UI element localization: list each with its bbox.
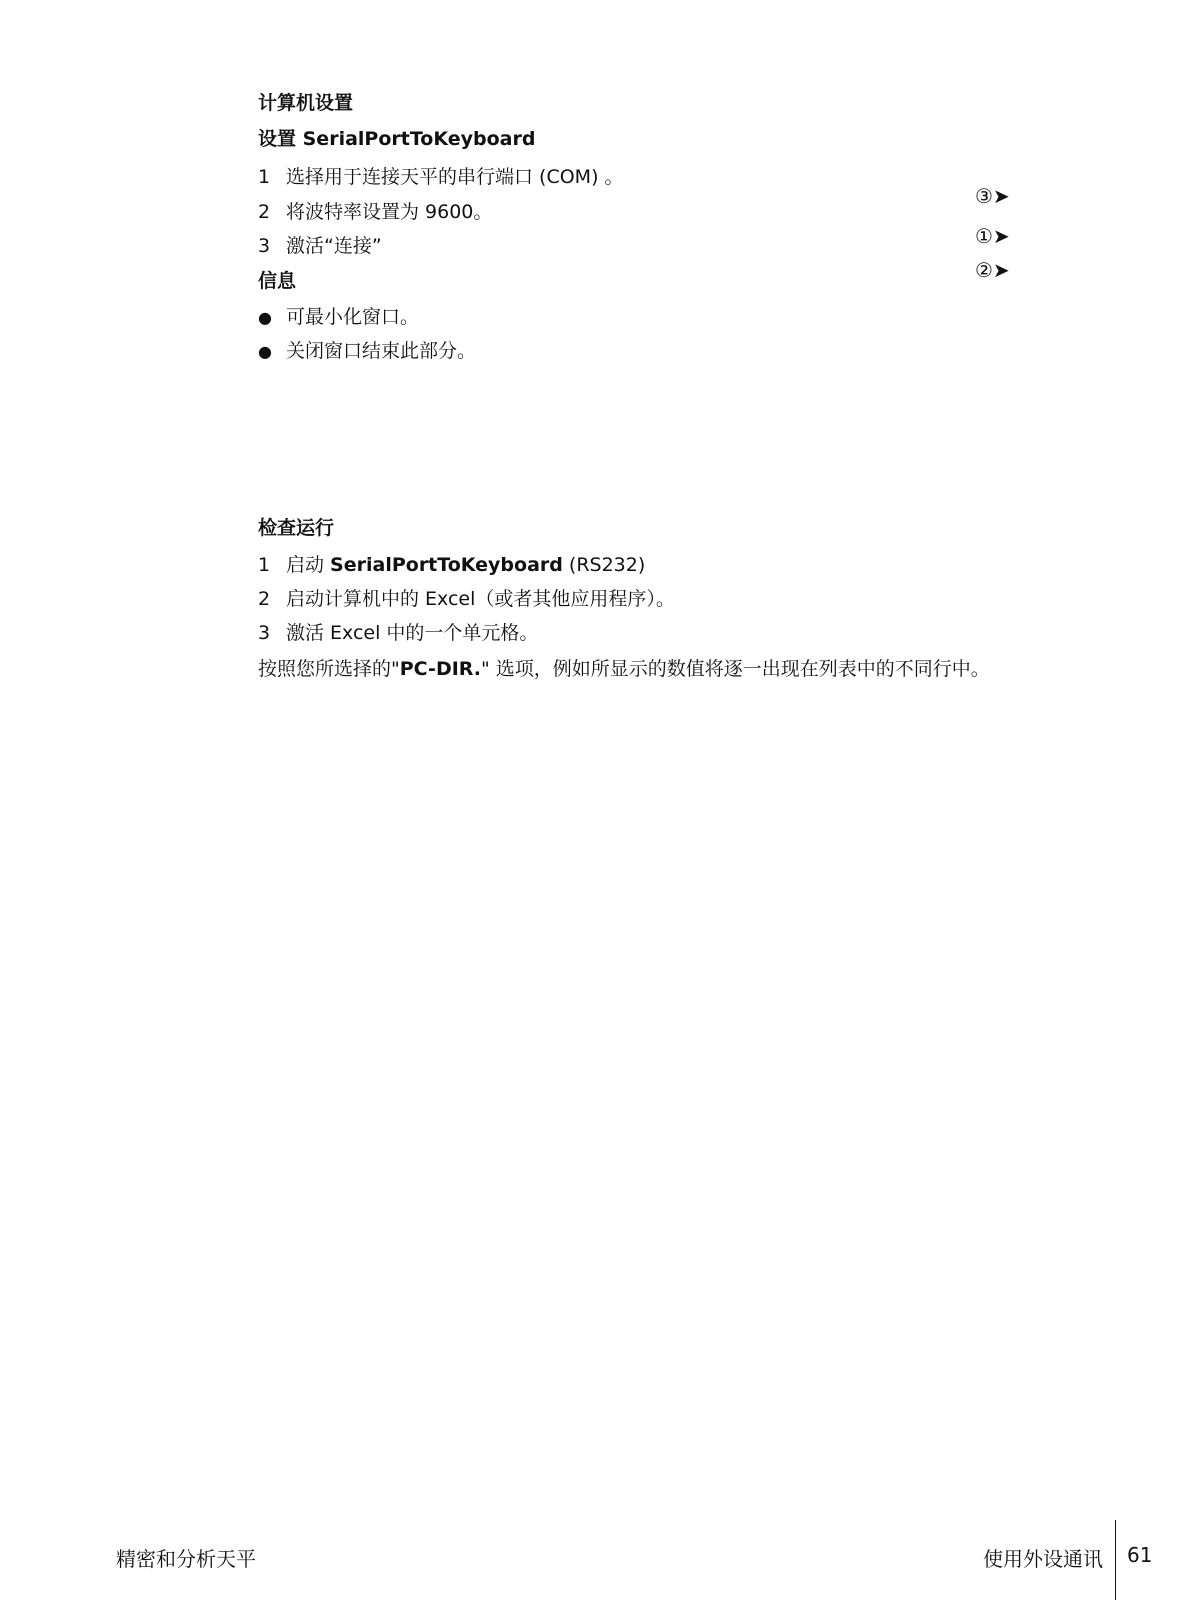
step-number: 2 (258, 201, 271, 223)
step-text: 激活 Excel 中的一个单元格。 (286, 622, 539, 644)
check-step-2 (258, 584, 675, 611)
para-prefix: 按照您所选择的" (258, 658, 400, 680)
result-paragraph (258, 654, 990, 681)
step-text: 启动计算机中的 Excel（或者其他应用程序）。 (286, 588, 675, 610)
step-number: 3 (258, 622, 271, 644)
section-title-computer-setup: 计算机设置 (258, 92, 354, 114)
callout-marker-2: ②➤ (975, 258, 1010, 282)
bullet-text: 关闭窗口结束此部分。 (286, 340, 477, 362)
bullet-icon: ● (258, 308, 272, 327)
bullet-icon: ● (258, 342, 272, 361)
step-text: 将波特率设置为 9600。 (286, 201, 493, 223)
info-bullet-2 (258, 336, 476, 363)
check-step-1 (258, 550, 645, 577)
footer-product-title: 精密和分析天平 (116, 1547, 256, 1571)
page-number: 61 (1127, 1543, 1153, 1567)
step-number: 1 (258, 554, 271, 576)
info-bullet-1 (258, 302, 419, 329)
subtitle-prefix: 设置 (258, 128, 303, 150)
setup-step-3 (258, 231, 382, 258)
info-heading: 信息 (258, 270, 297, 292)
callout-marker-3: ③➤ (975, 184, 1010, 208)
step-number: 3 (258, 235, 271, 257)
subtitle-app-name: SerialPortToKeyboard (302, 128, 536, 150)
step-prefix: 启动 (286, 554, 331, 576)
subtitle-setup-app (258, 124, 535, 151)
step-text: 激活“连接” (286, 235, 382, 257)
step-text: 选择用于连接天平的串行端口 (COM) 。 (286, 166, 624, 188)
check-step-3 (258, 618, 538, 645)
setup-step-2 (258, 197, 492, 224)
step-suffix: (RS232) (562, 554, 646, 576)
callout-marker-1: ①➤ (975, 224, 1010, 248)
step-number: 2 (258, 588, 271, 610)
footer-divider (1115, 1520, 1116, 1600)
setup-step-1 (258, 162, 624, 189)
para-suffix: " 选项，例如所显示的数值将逐一出现在列表中的不同行中。 (480, 658, 990, 680)
para-option: PC-DIR. (399, 658, 481, 680)
app-name: SerialPortToKeyboard (330, 554, 563, 576)
footer-chapter-title: 使用外设通讯 (983, 1547, 1103, 1571)
section-title-check-operation: 检查运行 (258, 517, 335, 539)
step-number: 1 (258, 166, 271, 188)
bullet-text: 可最小化窗口。 (286, 306, 420, 328)
